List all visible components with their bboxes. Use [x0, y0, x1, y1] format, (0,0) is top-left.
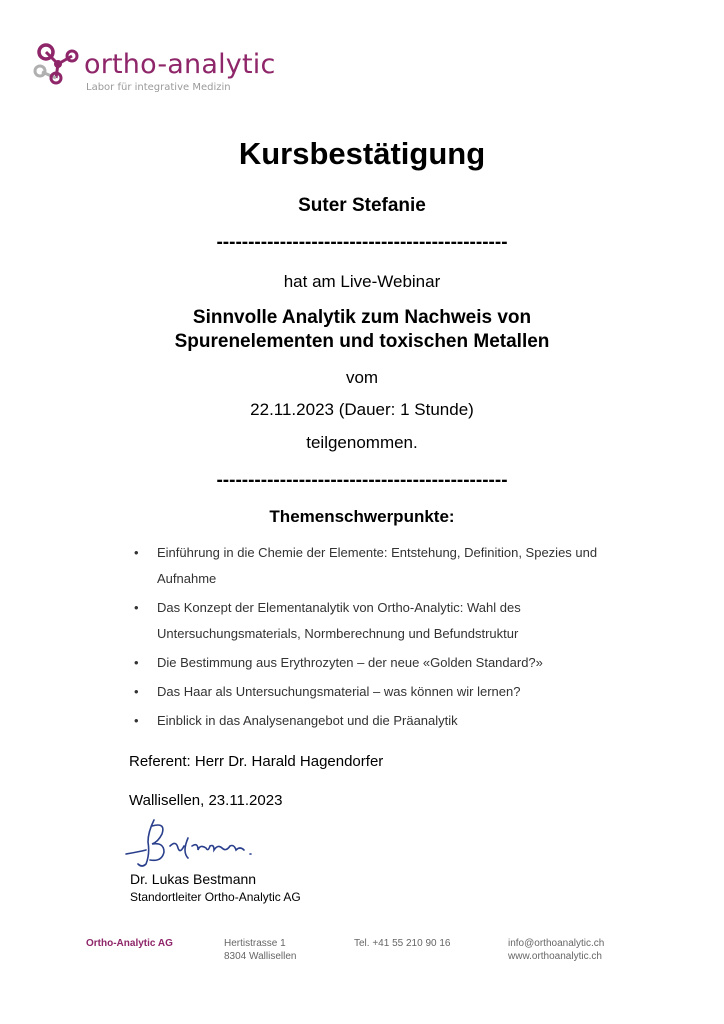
list-item: • Das Konzept der Elementanalytik von Ortho-Analytic: Wahl des Untersuchungsmaterials, Normberechnung und Befundstruktur: [130, 595, 650, 647]
footer-company: Ortho-Analytic AG: [86, 938, 173, 949]
list-item: • Das Haar als Untersuchungsmaterial – was können wir lernen?: [130, 679, 650, 705]
signer-role: Standortleiter Ortho-Analytic AG: [130, 890, 301, 904]
footer-city: 8304 Wallisellen: [224, 951, 297, 962]
list-item: • Die Bestimmung aus Erythrozyten – der neue «Golden Standard?»: [130, 650, 650, 676]
participant-name: Suter Stefanie: [298, 195, 426, 216]
footer-street: Hertistrasse 1: [224, 938, 286, 949]
footer-address: [224, 937, 296, 963]
footer-contact: [508, 937, 604, 963]
list-item: • Einführung in die Chemie der Elemente: Entstehung, Definition, Spezies und Aufnahme: [130, 540, 650, 592]
logo-brand-text: ortho-analytic: [84, 49, 276, 80]
company-logo: [32, 40, 332, 100]
participated-text: teilgenommen.: [306, 433, 418, 452]
from-word: vom: [345, 368, 379, 387]
handwritten-signature-icon: [118, 812, 268, 872]
intro-text: hat am Live-Webinar: [283, 272, 441, 291]
footer-phone: Tel. +41 55 210 90 16: [354, 938, 451, 949]
place-date: Wallisellen, 23.11.2023: [129, 792, 283, 809]
footer-website[interactable]: www.orthoanalytic.ch: [508, 951, 602, 962]
course-title: [0, 306, 724, 354]
certificate-title: Kursbestätigung: [238, 136, 486, 171]
footer-email[interactable]: info@orthoanalytic.ch: [508, 938, 605, 949]
topics-list: [130, 540, 650, 737]
course-title-line-2: Spurenelementen und toxischen Metallen: [174, 331, 550, 352]
separator-top: ----------------------------------------------: [216, 232, 508, 253]
separator-bottom: ----------------------------------------------: [216, 470, 508, 491]
logo-tagline: Labor für integrative Medizin: [86, 82, 231, 93]
topics-heading: Themenschwerpunkte:: [269, 507, 455, 526]
referent: Referent: Herr Dr. Harald Hagendorfer: [129, 753, 384, 770]
signer-name: Dr. Lukas Bestmann: [130, 871, 257, 887]
molecule-logo-icon: [32, 40, 84, 90]
course-title-line-1: Sinnvolle Analytik zum Nachweis von: [192, 307, 532, 328]
list-item: • Einblick in das Analysenangebot und die Präanalytik: [130, 708, 650, 734]
course-date: 22.11.2023 (Dauer: 1 Stunde): [250, 400, 474, 419]
